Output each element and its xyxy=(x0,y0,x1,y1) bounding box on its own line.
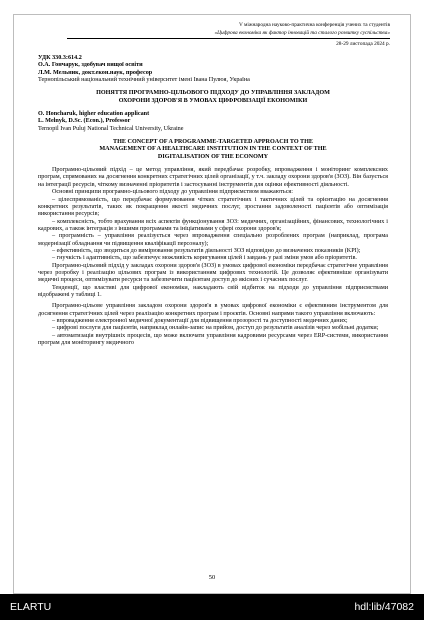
udk-code: УДК 330.3:614.2 xyxy=(38,55,82,61)
list-item: – програмність – управління реалізується через впровадження спеціально розроблених програм (наприклад, програма модернізації обладнання чи підвищення кваліфікації персоналу); xyxy=(38,233,388,247)
affiliation-ua: Тернопільський національний технічний університет імені Івана Пулюя, Україна xyxy=(38,77,250,84)
body-paragraph: Основні принципи програмно-цільового підходу до управління підприємством вважаються: xyxy=(52,189,293,196)
title-en-line-1: THE CONCEPT OF A PROGRAMME-TARGETED APPROACH TO THE xyxy=(113,139,313,146)
author-en-2: L. Melnyk, D.Sc. (Econ.), Professor xyxy=(38,118,131,125)
list-item: – ефективність, що зводиться до вимірювання результатів діяльності ЗОЗ відповідно до визначених показників (KPI); xyxy=(52,247,361,254)
affiliation-en: Ternopil Ivan Puluj National Technical University, Ukraine xyxy=(38,125,184,132)
author-ua-2: Л.М. Мельник, докт.екон.наук, професор xyxy=(38,69,153,76)
running-header-dates: 28-29 листопада 2024 р. xyxy=(336,41,390,47)
list-item: – впровадження електронної медичної документації для підвищення прозорості та доступності медичних даних; xyxy=(52,318,348,324)
running-header-conference: V міжнародна науково-практична конференція учених та студентів xyxy=(238,22,390,28)
body-paragraph: Програмно-цільовий підхід у закладах охорони здоров'я (ЗОЗ) в умовах цифрової економіки передбачає стратегічне управління через розробку і реалізацію цільових програм із використанням цифрових технологій. Це дозволяє ефективніше організувати медичні процеси, оптимізувати ресурси та забезпечити пацієнтам доступ до якісних і сучасних послуг. xyxy=(38,262,388,284)
list-item: – автоматизація внутрішніх процесів, що може включати управління кадровими ресурсами через ERP-системи, використання програм для моніторингу медичного xyxy=(38,332,388,347)
body-paragraph: Тенденції, що властиві для цифрової економіки, накладають свій відбиток на підходи до управління підприємствами відображені у таблиці 1. xyxy=(38,284,388,298)
page-number: 50 xyxy=(208,574,216,581)
title-en-line-2: MANAGEMENT OF A HEALTHCARE INSTITUTION IN THE CONTEXT OF THE xyxy=(99,146,327,153)
list-item: – комплексність, тобто врахування всіх аспектів функціонування ЗОЗ: медичних, організаційних, фінансових, технологічних і кадрових, а також інтеграція з іншими програмами та ініціативами у сфері охорони здоров'я; xyxy=(38,218,388,232)
repository-name: ELARTU xyxy=(10,601,52,613)
body-paragraph: Програмно-цільове управління закладом охорони здоров'я в умовах цифрової економіки є ефективним інструментом для досягнення стратегічних цілей через реалізацію конкретних програм і проєктів. Основні напрями такого управління включають: xyxy=(38,303,388,317)
author-en-1: O. Honcharuk, higher education applicant xyxy=(38,111,150,118)
handle-identifier: hdl:lib/47082 xyxy=(354,601,414,613)
list-item: – цілеспрямованість, що передбачає формулювання чітких стратегічних і тактичних цілей та орієнтацію на досягнення конкретних результатів, таких як покращення якості медичних послуг, зростання задоволеності пацієнтів або оптимізація використання ресурсів; xyxy=(38,196,388,218)
list-item: – гнучкість і адаптивність, що забезпечує можливість коригування цілей і завдань у разі зміни умов або пріоритетів. xyxy=(52,255,357,262)
list-item: – цифрові послуги для пацієнтів, наприклад онлайн-запис на прийом, доступ до результатів аналізів через мобільні додатки; xyxy=(52,325,379,332)
title-en-line-3: DIGITALISATION OF THE ECONOMY xyxy=(157,153,269,160)
article-body xyxy=(38,55,388,347)
paper-page xyxy=(13,14,411,594)
title-ua-line-2: ОХОРОНИ ЗДОРОВ'Я В УМОВАХ ЦИФРОВІЗАЦІЇ ЕКОНОМІКИ xyxy=(118,97,308,104)
title-ua-line-1: ПОНЯТТЯ ПРОГРАМНО-ЦІЛЬОВОГО ПІДХОДУ ДО УПРАВЛІННЯ ЗАКЛАДОМ xyxy=(96,90,330,97)
body-paragraph: Програмно-цільовий підхід – це метод управління, який передбачає розробку, впровадження і моніторинг комплексних програм, спрямованих на досягнення конкретних стратегічних цілей організації, у т.ч. закладу охорони здоров'я (ЗОЗ). Він базується на інтеграції ресурсів, чіткому визначенні пріоритетів і застосуванні інструментів для оцінки ефективності діяльності. xyxy=(38,167,388,188)
running-header-theme: «Цифрова економіка як фактор інновацій та сталого розвитку суспільства» xyxy=(214,30,390,36)
repository-footer-bar xyxy=(0,594,424,620)
header-rule xyxy=(67,38,390,39)
author-ua-1: О.А. Гончарук, здобувач вищої освіти xyxy=(38,62,143,69)
